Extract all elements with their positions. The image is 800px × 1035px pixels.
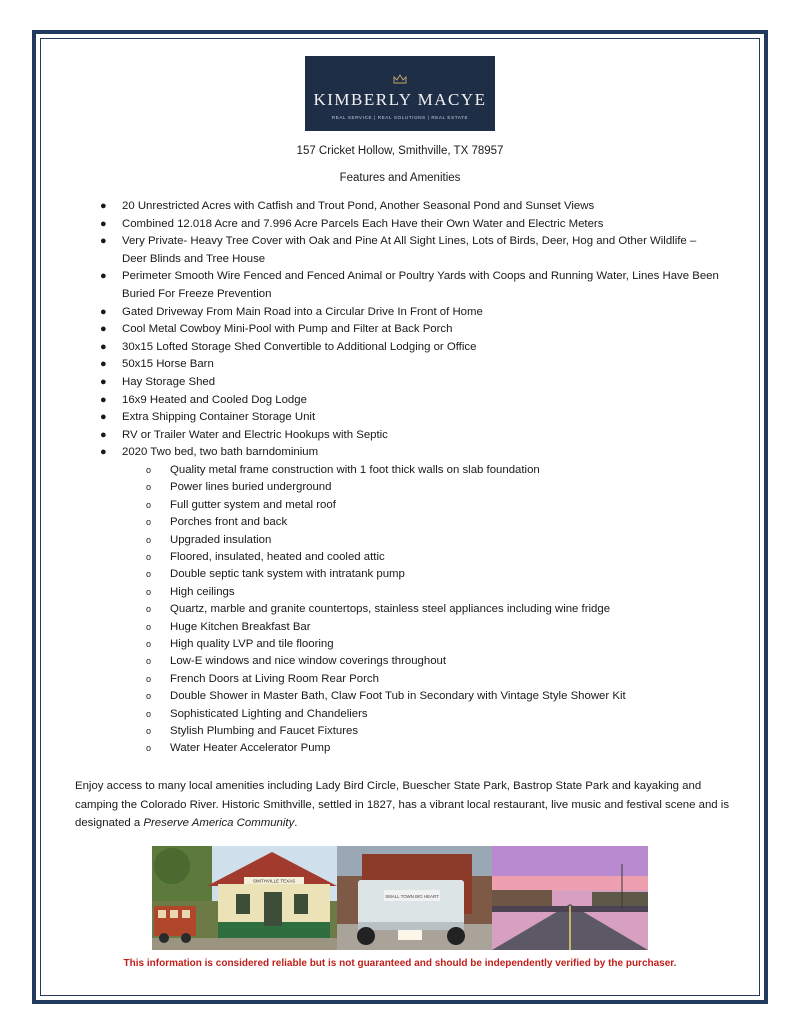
- crown-icon: [305, 74, 495, 84]
- list-item: o Huge Kitchen Breakfast Bar: [122, 619, 720, 636]
- list-item: o Quality metal frame construction with 1 foot thick walls on slab foundation: [122, 462, 720, 479]
- list-item: ● Perimeter Smooth Wire Fenced and Fenced Animal or Poultry Yards with Coops and Running Water, Lines Have Been Buried For Freeze Prevention: [100, 270, 719, 300]
- circle-bullet-icon: o: [146, 569, 152, 580]
- circle-bullet-icon: o: [146, 691, 152, 702]
- list-item: o Floored, insulated, heated and cooled attic: [122, 549, 720, 566]
- list-item: o Double septic tank system with intratank pump: [122, 566, 720, 583]
- list-item: o Double Shower in Master Bath, Claw Foot Tub in Secondary with Vintage Style Shower Kit: [122, 688, 720, 705]
- circle-bullet-icon: o: [146, 517, 152, 528]
- list-item: o High quality LVP and tile flooring: [122, 636, 720, 653]
- brand-tagline: REAL SERVICE | REAL SOLUTIONS | REAL ESTATE: [331, 115, 469, 120]
- circle-bullet-icon: o: [146, 726, 152, 736]
- circle-bullet-icon: o: [146, 656, 152, 667]
- list-item: ● 30x15 Lofted Storage Shed Convertible to Additional Lodging or Office: [100, 339, 720, 357]
- list-item: ● 20 Unrestricted Acres with Catfish and Trout Pond, Another Seasonal Pond and Sunset Views: [100, 198, 720, 216]
- truck-sign-text: SMALL TOWN BIG HEART: [385, 894, 439, 899]
- brand-logo: [305, 56, 495, 131]
- list-item: o Water Heater Accelerator Pump: [122, 740, 720, 757]
- bullet-icon: ●: [100, 270, 107, 283]
- bullet-icon: ●: [100, 200, 107, 212]
- list-item: o French Doors at Living Room Rear Porch: [122, 671, 720, 688]
- amenities-paragraph: Enjoy access to many local amenities including Lady Bird Circle, Buescher State Park, Bastrop State Park and kayaking and camping the Colorado River. Historic Smithville, settled in 1827, has a vibrant local restaurant, live music and festival scene and is designated a Preserve America Community.: [75, 780, 730, 829]
- depot-photo: [152, 846, 337, 950]
- list-item: ● Combined 12.018 Acre and 7.996 Acre Parcels Each Have their Own Water and Electric Meters: [100, 216, 720, 234]
- features-heading: Features and Amenities: [339, 172, 461, 184]
- bullet-icon: ●: [100, 323, 107, 336]
- circle-bullet-icon: o: [146, 551, 152, 562]
- bullet-icon: ●: [100, 358, 107, 371]
- circle-bullet-icon: o: [146, 673, 152, 684]
- photo-collage: [152, 846, 648, 950]
- bullet-icon: ●: [100, 217, 107, 230]
- street-photo: [492, 846, 648, 950]
- circle-bullet-icon: o: [146, 482, 152, 493]
- depot-sign-text: SMITHVILLE TEXAS: [252, 878, 296, 884]
- bullet-icon: ●: [100, 235, 107, 248]
- bullet-icon: ●: [100, 375, 107, 388]
- list-item: o High ceilings: [122, 584, 720, 601]
- circle-bullet-icon: o: [146, 464, 152, 475]
- list-item: ● Extra Shipping Container Storage Unit: [100, 409, 720, 427]
- circle-bullet-icon: o: [146, 604, 152, 615]
- brand-name: KIMBERLY MACYE: [313, 90, 487, 109]
- list-item: ● Cool Metal Cowboy Mini-Pool with Pump and Filter at Back Porch: [100, 321, 720, 339]
- circle-bullet-icon: o: [146, 638, 152, 649]
- list-item: o Quartz, marble and granite countertops, stainless steel appliances including wine fridge: [122, 601, 720, 618]
- circle-bullet-icon: o: [146, 499, 152, 510]
- truck-photo: [337, 846, 492, 950]
- list-item: ● 50x15 Horse Barn: [100, 356, 720, 374]
- list-item: o Porches front and back: [122, 514, 720, 531]
- circle-bullet-icon: o: [146, 743, 152, 754]
- circle-bullet-icon: o: [146, 708, 152, 719]
- disclaimer: This information is considered reliable but is not guaranteed and should be independently verified by the purchaser.: [123, 958, 677, 969]
- circle-bullet-icon: o: [146, 586, 152, 597]
- bullet-icon: ●: [100, 393, 107, 406]
- list-item: ● Very Private- Heavy Tree Cover with Oak and Pine At All Sight Lines, Lots of Birds, Deer, Hog and Other Wildlife – Deer Blinds and Tree House: [100, 235, 697, 265]
- list-item: o Sophisticated Lighting and Chandeliers: [122, 706, 720, 723]
- list-item: o Stylish Plumbing and Faucet Fixtures: [122, 723, 720, 740]
- list-item: o Upgraded insulation: [122, 532, 720, 549]
- list-item: o Low-E windows and nice window coverings throughout: [122, 653, 720, 670]
- list-item: o Power lines buried underground: [122, 479, 720, 496]
- preserve-america-emphasis: Preserve America Community: [143, 817, 295, 829]
- bullet-icon: ●: [100, 428, 107, 441]
- property-address: 157 Cricket Hollow, Smithville, TX 78957: [296, 145, 504, 157]
- list-item: ● RV or Trailer Water and Electric Hookups with Septic: [100, 427, 720, 445]
- list-item: ● 16x9 Heated and Cooled Dog Lodge: [100, 392, 720, 410]
- list-item: ● Gated Driveway From Main Road into a Circular Drive In Front of Home: [100, 304, 720, 322]
- home-features-list: [122, 462, 720, 758]
- list-item: o Full gutter system and metal roof: [122, 497, 720, 514]
- bullet-icon: ●: [100, 446, 107, 459]
- features-list: [100, 198, 720, 758]
- circle-bullet-icon: o: [146, 621, 152, 632]
- bullet-icon: ●: [100, 411, 107, 424]
- bullet-icon: ●: [100, 305, 107, 318]
- bullet-icon: ●: [100, 340, 107, 353]
- list-item: ● 2020 Two bed, two bath barndominium o Quality metal frame construction with 1 foot thick walls on slab foundation o Power lines buried underground o Full gutter system and metal roof o Porches front and back o Upgraded insulation o Floored, insulated, heated and cooled attic o Double septic tank system with intratank pump o High ceilings o Quartz, marble and granite countertops, stainless steel appliances including wine fridge o Huge Kitchen Breakfast Bar o High quality LVP and tile flooring o Low-E windows and nice window coverings throughout o French Doors at Living Room Rear Porch o Double Shower in Master Bath, Claw Foot Tub in Secondary with Vintage Style Shower Kit o Sophisticated Lighting and Chandeliers o Stylish Plumbing and Faucet Fixtures o Water Heater Accelerator Pump: [100, 444, 720, 758]
- list-item: ● Hay Storage Shed: [100, 374, 720, 392]
- circle-bullet-icon: o: [146, 534, 152, 545]
